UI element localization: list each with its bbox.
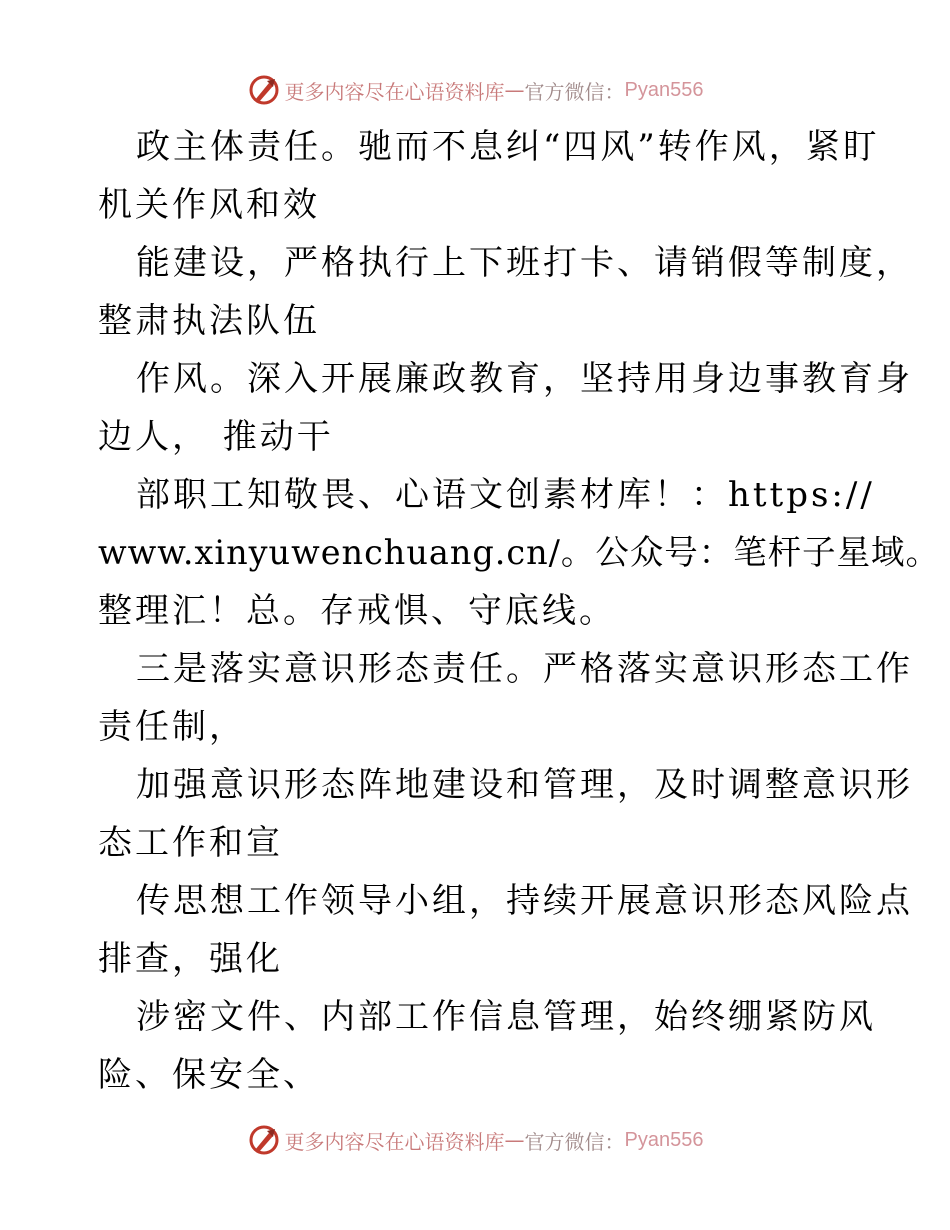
body-line: 传思想工作领导小组，持续开展意识形态风险点 — [136, 881, 913, 921]
body-line: 机关作风和效 — [98, 185, 320, 225]
body-line: 作风。深入开展廉政教育，坚持用身边事教育身 — [136, 359, 913, 399]
body-line: 态工作和宣 — [98, 823, 283, 863]
body-line: 边人， 推动干 — [98, 417, 334, 457]
footer-wechat-id: Pyan556 — [624, 1128, 704, 1151]
body-line: 险、保安全、 — [98, 1055, 320, 1095]
header-wechat-id: Pyan556 — [624, 78, 704, 101]
body-line: 责任制， — [98, 707, 246, 747]
header-watermark — [0, 70, 950, 110]
footer-watermark — [0, 1120, 950, 1160]
body-line: 涉密文件、内部工作信息管理，始终绷紧防风 — [136, 997, 876, 1037]
pen-logo-icon — [247, 73, 281, 107]
body-line: 政主体责任。驰而不息纠“四风”转作风，紧盯 — [136, 127, 880, 167]
body-line: www.xinyuwenchuang.cn/。公众号：笔杆子星域。 — [98, 533, 940, 573]
body-line: 整理汇！总。存戒惧、守底线。 — [98, 591, 616, 631]
header-dash: — — [504, 78, 525, 102]
body-line: 加强意识形态阵地建设和管理，及时调整意识形 — [136, 765, 913, 805]
footer-site-name: 更多内容尽在心语资料库 — [284, 1129, 505, 1154]
body-line: 三是落实意识形态责任。严格落实意识形态工作 — [136, 649, 913, 689]
header-wechat-label: 官方微信： — [524, 79, 625, 104]
header-site-name: 更多内容尽在心语资料库 — [284, 79, 505, 104]
footer-wechat-label: 官方微信： — [524, 1129, 625, 1154]
footer-dash: — — [504, 1128, 525, 1152]
body-line: 部职工知敬畏、心语文创素材库！：https:// — [136, 475, 875, 515]
body-line: 排查，强化 — [98, 939, 283, 979]
body-line: 能建设，严格执行上下班打卡、请销假等制度， — [136, 243, 913, 283]
body-line: 整肃执法队伍 — [98, 301, 320, 341]
pen-logo-icon — [247, 1123, 281, 1157]
